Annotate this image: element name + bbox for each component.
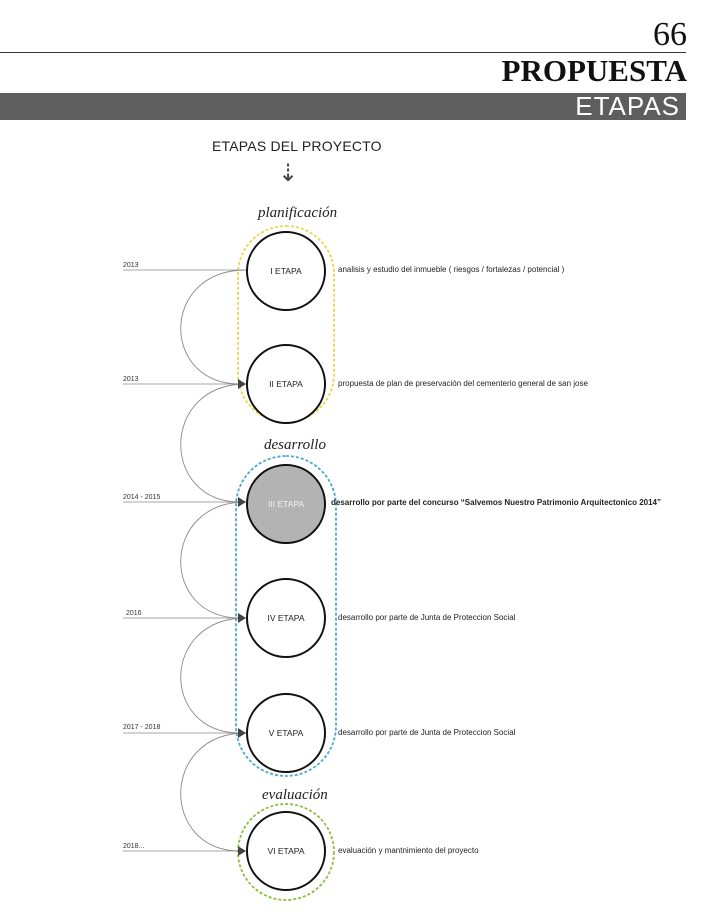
diagram-heading: ETAPAS DEL PROYECTO — [212, 138, 382, 154]
phase-label-planificacion: planificación — [258, 205, 338, 221]
stage-description: desarrollo por parte de Junta de Proteccion Social — [338, 613, 516, 622]
stage-description: evaluación y mantnimiento del proyecto — [338, 846, 479, 855]
stage-year: 2016 — [126, 610, 142, 617]
stage-year: 2017 - 2018 — [123, 724, 161, 731]
year-lines — [123, 270, 244, 851]
arrowhead-icon — [238, 613, 246, 623]
phase-label-desarrollo: desarrollo — [264, 437, 326, 453]
stage-description: desarrollo por parte de Junta de Proteccion Social — [338, 728, 516, 737]
page-number: 66 — [653, 16, 687, 53]
arrowhead-icon — [238, 846, 246, 856]
connector-arc — [181, 270, 246, 384]
stage-year: 2018... — [123, 843, 145, 850]
stage-description: desarrollo por parte del concurso “Salvemos Nuestro Patrimonio Arquitectonico 2014” — [331, 498, 662, 507]
stage-year: 2014 - 2015 — [123, 494, 161, 501]
stage-year: 2013 — [123, 376, 139, 383]
stage-description: analisis y estudio del inmueble ( riesgos / fortalezas / potencial ) — [338, 265, 565, 274]
down-arrow-icon: ⇣ — [278, 160, 299, 187]
stage-label: IV ETAPA — [267, 613, 305, 623]
page-title: PROPUESTA — [501, 53, 687, 88]
stage-label: VI ETAPA — [267, 846, 305, 856]
arrowhead-icon — [238, 497, 246, 507]
arrowhead-icon — [238, 379, 246, 389]
arrowhead-icon — [238, 728, 246, 738]
stage-label: III ETAPA — [267, 499, 305, 509]
stage-label: V ETAPA — [268, 728, 304, 738]
arrowheads — [238, 379, 246, 856]
stage-label: II ETAPA — [269, 379, 303, 389]
stage-description: propuesta de plan de preservación del cementerio general de san jose — [338, 379, 588, 388]
connector-arc — [181, 384, 246, 502]
section-label: ETAPAS — [575, 91, 680, 121]
phase-label-evaluacion: evaluación — [262, 787, 328, 803]
stage-label: I ETAPA — [270, 266, 302, 276]
stage-year: 2013 — [123, 262, 139, 269]
connector-arc — [181, 733, 246, 851]
